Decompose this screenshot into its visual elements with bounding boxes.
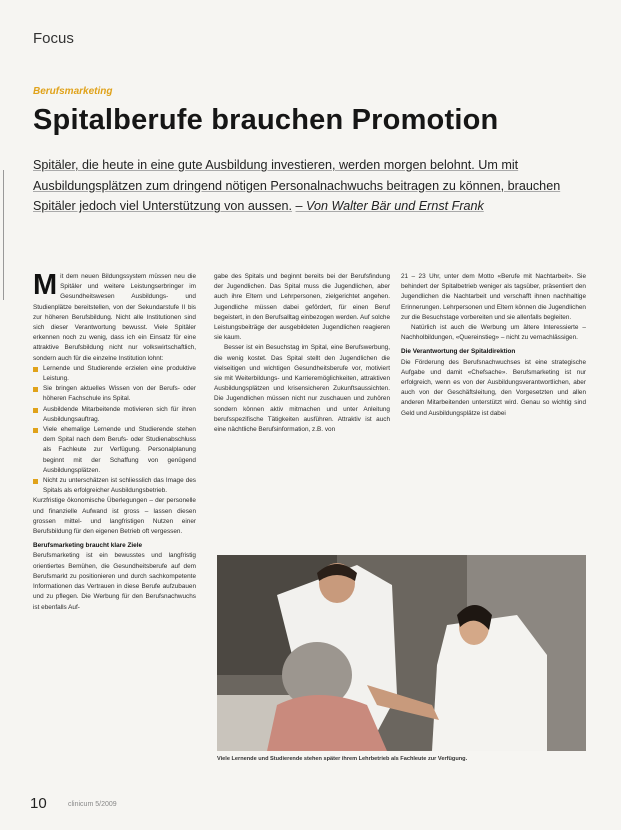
hospital-photo xyxy=(217,555,586,751)
col3-paragraph: 21 – 23 Uhr, unter dem Motto «Berufe mit Nachtarbeit». Sie behindert der Spitalbetrieb weniger als tagsüber, präsentiert den Jugendlichen die Nachtarbeit und verschafft ihnen nachhaltige Erinnerungen. Lehrpersonen und Eltern können die Jugendlichen zur die Besuchstage vorbereiten und sie allenfalls begleiten. xyxy=(401,273,586,321)
col2-paragraph: gabe des Spitals und beginnt bereits bei der Berufsfindung der Jugendlichen. Das Spital muss die Jugendlichen, aber auch ihre Eltern und Lehrpersonen, zielgerichtet angehen. Jugendliche müssen dabei gefördert, für einen Beruf begeistert, in den Berufsalltag einbezogen werden. Auf solche Leistungsbeiträge der ausgebildeten Jugendlichen reagieren sie kaum. xyxy=(214,273,390,342)
article-title: Spitalberufe brauchen Promotion xyxy=(33,104,499,136)
page-edge-line xyxy=(3,170,4,300)
rubric: Berufsmarketing xyxy=(33,86,113,97)
list-item: Ausbildende Mitarbeitende motivieren sich für ihren Ausbildungsauftrag. xyxy=(33,405,196,425)
photo-illustration xyxy=(217,555,586,751)
col1-intro: it dem neuen Bildungssystem müssen neu die Spitäler und weitere Leistungserbringer im Gesundheitswesen Ausbildungs- und Studienplätze bereitstellen, von der Sekundarstufe II bis zur höheren Berufsbildung. Nicht alle Institutionen sind sich dieser Verantwortung bewusst. Viele Spitäler erkennen noch zu wenig, dass ich ein Einsatz für eine attraktive Berufsbildung nicht nur volkswirtschaftlich, sondern auch für die einzelne Institution lohnt: xyxy=(33,273,196,362)
list-item: Lernende und Studierende erzielen eine produktive Leistung. xyxy=(33,364,196,384)
section-label: Focus xyxy=(33,30,74,47)
benefit-list xyxy=(33,364,196,497)
column-3 xyxy=(401,272,586,419)
list-item: Nicht zu unterschätzen ist schliesslich das Image des Spitals als erfolgreicher Ausbildungsbetrieb. xyxy=(33,476,196,496)
subheading-1: Berufsmarketing braucht klare Ziele xyxy=(33,542,143,550)
col1-tail: Berufsmarketing ist ein bewusstes und langfristig orientiertes Bemühen, die Gesundheitsberufe auf dem Berufsmarkt zu positionieren und durch sachkompetente Informationen das Vertrauen in diese Berufe aufzubauen und zu pflegen. Die Werbung für den Berufsnachwuchs ist ebenfalls Auf- xyxy=(33,552,196,611)
subheading-2: Die Verantwortung der Spitaldirektion xyxy=(401,348,516,356)
lead-text: Spitäler, die heute in eine gute Ausbildung investieren, werden morgen belohnt. Um mit Ausbildungsplätzen zum dringend nötigen Personalnachwuchs beitragen zu können, brauchen Spitäler jedoch viel Unterstützung von aussen. xyxy=(33,158,561,213)
column-2 xyxy=(214,272,390,435)
col3-paragraph: Natürlich ist auch die Werbung um ältere Interessierte – Nachholbildungen, «Quereinstieg» – nicht zu vernachlässigen. xyxy=(401,324,586,342)
page-number: 10 xyxy=(30,795,47,812)
dropcap: M xyxy=(33,269,58,301)
byline: – Von Walter Bär und Ernst Frank xyxy=(295,199,484,213)
article-lead xyxy=(33,155,593,217)
magazine-name: clinicum 5/2009 xyxy=(68,801,117,808)
col2-paragraph: Besser ist ein Besuchstag im Spital, eine Berufswerbung, die wenig kostet. Das Spital stellt den Jugendlichen die vielseitigen und wichtigen Gesundheitsberufe vor, motiviert sie mit Weiterbildungs- und Karrieremöglichkeiten, attraktiven Ausbildungsplätzen und krisensicheren Zukunftsaussichten. Die Jugendlichen müssen nicht nur zuschauen und zuhören sondern können aktiv mitmachen und unter Anleitung berufsspezifische Tätigkeiten ausführen. Attraktiv ist auch eine nächtliche Berufsinformation, z.B. von xyxy=(214,344,390,434)
list-item: Viele ehemalige Lernende und Studierende stehen dem Spital nach dem Berufs- oder Studienabschluss als Fachleute zur Verfügung. Personalplanung beginnt mit der Schaffung von genügend Ausbildungsplätzen. xyxy=(33,425,196,476)
column-1 xyxy=(33,269,196,613)
col3-paragraph: Die Förderung des Berufsnachwuchses ist eine strategische Aufgabe und damit «Chefsache». Berufsmarketing ist nur erfolgreich, wenn es von der Ausbildungsverantwortlichen, aber auch von der Geschäftsleitung, den Vorgesetzten und allen anderen Mitarbeitenden unterstützt wird. Genau so wichtig sind Geld und Ausbildungsplätze ist dabei xyxy=(401,358,586,417)
photo-caption: Viele Lernende und Studierende stehen später ihrem Lehrbetrieb als Fachleute zur Verfügung. xyxy=(217,756,468,762)
col1-after: Kurzfristige ökonomische Überlegungen – der personelle und finanzielle Aufwand ist gross – lassen diesen grossen mittel- und langfristigen Nutzen einer Berufsbildung für den eigenen Betrieb oft vergessen. xyxy=(33,497,196,536)
list-item: Sie bringen aktuelles Wissen von der Berufs- oder höheren Fachschule ins Spital. xyxy=(33,384,196,404)
